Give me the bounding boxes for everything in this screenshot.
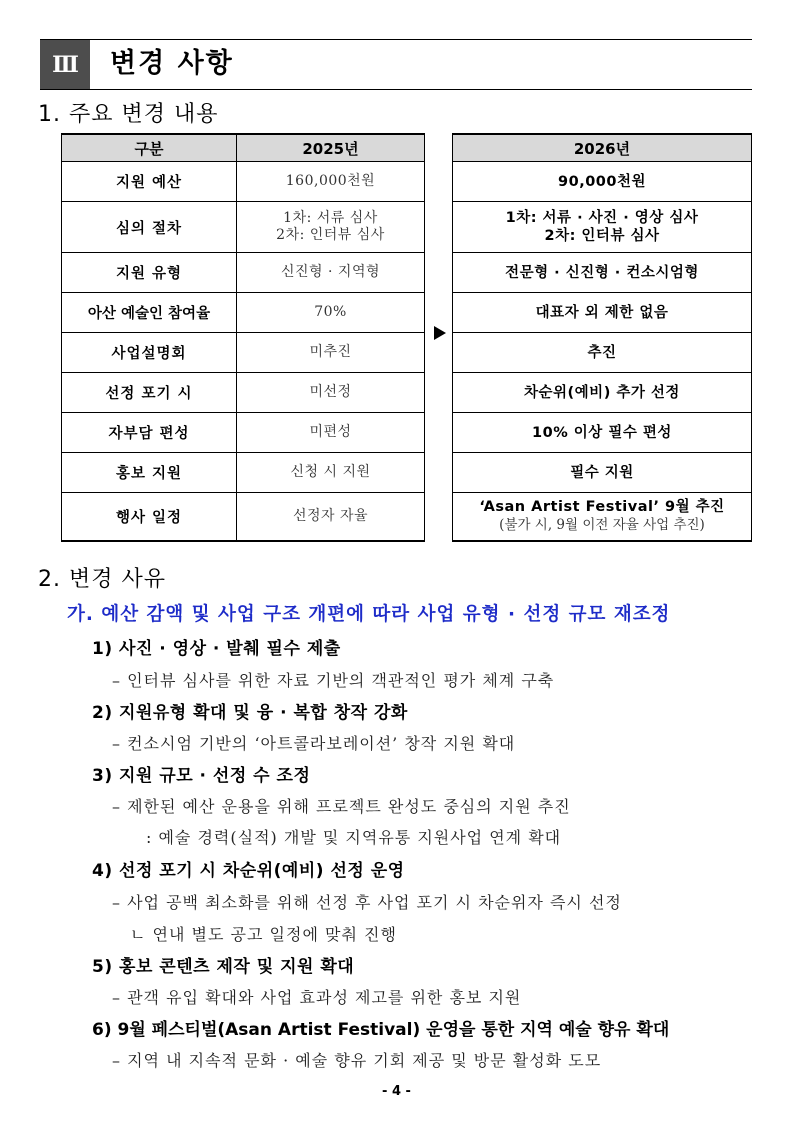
reason-title: 1) 사진 · 영상 · 발췌 필수 제출 (92, 639, 341, 659)
value-line: 1차: 서류 · 사진 · 영상 심사 (505, 210, 699, 226)
section-title: 변경 사항 (110, 48, 234, 79)
section-bottom-rule (40, 89, 752, 90)
page-number: - 4 - (382, 1084, 411, 1099)
row-label: 심의 절차 (62, 202, 237, 253)
row-label: 홍보 지원 (62, 453, 237, 493)
row-value: 신청 시 지원 (237, 453, 425, 493)
row-label: 사업설명회 (62, 333, 237, 373)
table-row (453, 253, 752, 293)
header-2026: 2026년 (453, 134, 752, 162)
row-value: 미추진 (237, 333, 425, 373)
reason-title: 4) 선정 포기 시 차순위(예비) 선정 운영 (92, 861, 405, 881)
table-row (453, 493, 752, 541)
table-row (453, 293, 752, 333)
section-number-box: Ⅲ (40, 40, 90, 89)
row-value: 대표자 외 제한 없음 (453, 293, 752, 333)
row-value: 선정자 자율 (237, 493, 425, 541)
table-row (62, 162, 425, 202)
row-value: 미편성 (237, 413, 425, 453)
reason-title: 3) 지원 규모 · 선정 수 조정 (92, 766, 311, 786)
row-label: 선정 포기 시 (62, 373, 237, 413)
table-2026 (452, 133, 752, 542)
row-value (237, 202, 425, 253)
row-value: 추진 (453, 333, 752, 373)
row-value: 차순위(예비) 추가 선정 (453, 373, 752, 413)
row-label: 자부담 편성 (62, 413, 237, 453)
row-value: 160,000천원 (237, 162, 425, 202)
table-row (62, 253, 425, 293)
row-label: 지원 예산 (62, 162, 237, 202)
row-value: 10% 이상 필수 편성 (453, 413, 752, 453)
row-value: 70% (237, 293, 425, 333)
table-row (62, 493, 425, 541)
row-value: 미선정 (237, 373, 425, 413)
table-row (62, 373, 425, 413)
row-value (453, 493, 752, 541)
arrow-right-icon (434, 326, 446, 340)
reason-line: – 인터뷰 심사를 위한 자료 기반의 객관적인 평가 체계 구축 (112, 671, 555, 690)
reason-line: – 사업 공백 최소화를 위해 선정 후 사업 포기 시 차순위자 즉시 선정 (112, 893, 622, 912)
row-value: 신진형 · 지역형 (237, 253, 425, 293)
header-category: 구분 (62, 134, 237, 162)
reason-line: – 컨소시엄 기반의 ‘아트콜라보레이션’ 창작 지원 확대 (112, 734, 516, 753)
reason-line: – 관객 유입 확대와 사업 효과성 제고를 위한 홍보 지원 (112, 988, 522, 1007)
reason-title: 5) 홍보 콘텐츠 제작 및 지원 확대 (92, 957, 355, 977)
row-value (453, 202, 752, 253)
table-row (62, 413, 425, 453)
row-label: 지원 유형 (62, 253, 237, 293)
table-row (453, 413, 752, 453)
table-row (62, 333, 425, 373)
reason-note: : 예술 경력(실적) 개발 및 지역유통 지원사업 연계 확대 (146, 828, 562, 847)
row-label: 행사 일정 (62, 493, 237, 541)
row-value: 전문형 · 신진형 · 컨소시엄형 (453, 253, 752, 293)
table-row (453, 202, 752, 253)
table-row (453, 453, 752, 493)
table-row (62, 293, 425, 333)
value-line: 2차: 인터뷰 심사 (544, 228, 660, 244)
table-row (62, 202, 425, 253)
subheading-budget-restructure: 가. 예산 감액 및 사업 구조 개편에 따라 사업 유형 · 선정 규모 재조정 (67, 604, 671, 625)
heading-main-changes: 1. 주요 변경 내용 (38, 102, 219, 127)
row-label: 아산 예술인 참여율 (62, 293, 237, 333)
reason-note: ㄴ 연내 별도 공고 일정에 맞춰 진행 (130, 925, 397, 944)
table-row (453, 373, 752, 413)
reason-title: 6) 9월 페스티벌(Asan Artist Festival) 운영을 통한 지역 예술 향유 확대 (92, 1020, 670, 1040)
heading-change-reasons: 2. 변경 사유 (38, 567, 166, 592)
table-2025 (61, 133, 425, 542)
value-line: 2차: 인터뷰 심사 (276, 227, 385, 243)
value-line: ‘Asan Artist Festival’ 9월 추진 (479, 499, 725, 516)
section-top-rule (40, 39, 752, 40)
table-row (62, 453, 425, 493)
reason-title: 2) 지원유형 확대 및 융 · 복합 창작 강화 (92, 703, 408, 723)
table-row (453, 333, 752, 373)
table-row (453, 162, 752, 202)
reason-line: – 지역 내 지속적 문화 · 예술 향유 기회 제공 및 방문 활성화 도모 (112, 1051, 602, 1070)
row-value: 90,000천원 (453, 162, 752, 202)
value-line-note: (불가 시, 9월 이전 자율 사업 추진) (499, 517, 705, 534)
header-2025: 2025년 (237, 134, 425, 162)
reason-line: – 제한된 예산 운용을 위해 프로젝트 완성도 중심의 지원 추진 (112, 797, 571, 816)
value-line: 1차: 서류 심사 (283, 210, 378, 226)
row-value: 필수 지원 (453, 453, 752, 493)
